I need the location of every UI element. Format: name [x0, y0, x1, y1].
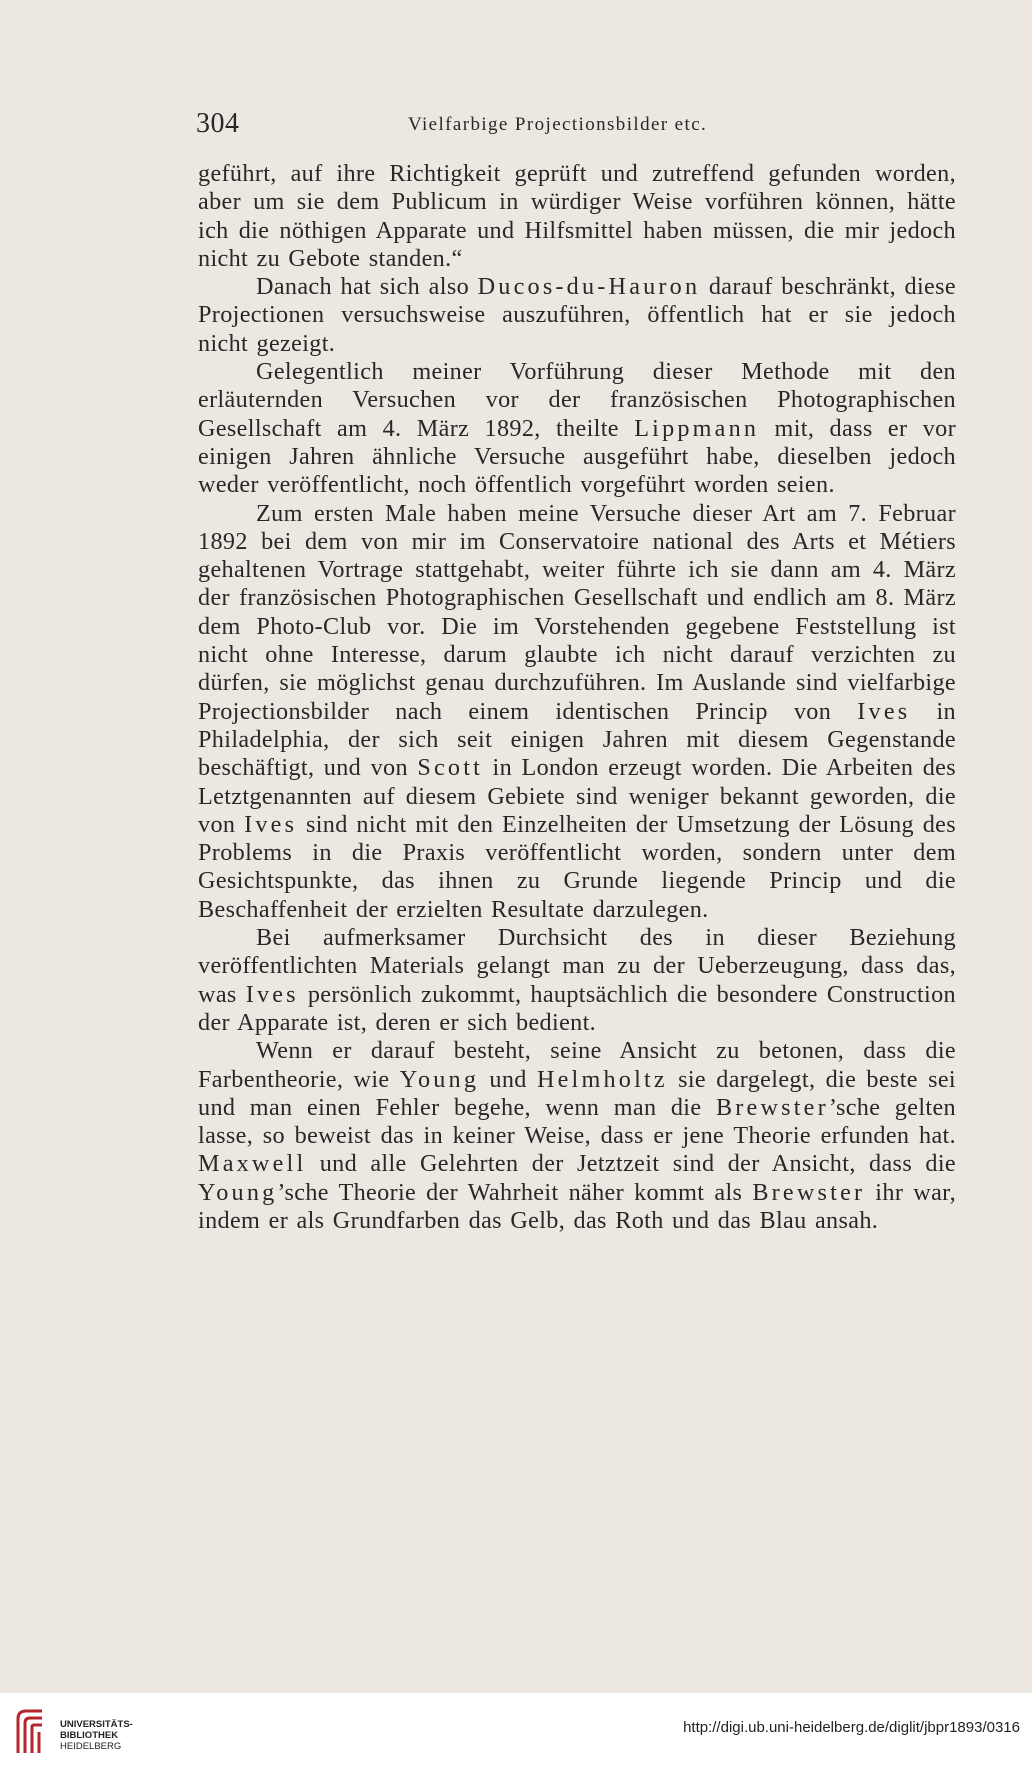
person-name: Brewster: [752, 1178, 866, 1206]
library-logo-text: [60, 1719, 133, 1752]
paragraph-text: sind nicht mit den Einzelheiten der Umsetzung der Lösung des Problems in die Praxis veröffentlicht worden, sondern unter dem Gesichtspunkte, das ihnen zu Grunde liegende Princip und die Beschaffenheit der erzielten Resultate darzulegen.: [198, 810, 957, 923]
person-name: Maxwell: [198, 1150, 307, 1178]
paragraph-text: darauf beschränkt, diese Projectionen versuchsweise auszuführen, öffentlich hat er sie jedoch nicht gezeigt.: [198, 273, 956, 357]
paragraph-text: Danach hat sich also: [256, 273, 478, 301]
library-logo-icon: [12, 1707, 52, 1757]
logo-line-3: HEIDELBERG: [60, 1741, 122, 1752]
person-name: Ducos-du-Hauron: [477, 273, 701, 301]
paragraph-text: Bei aufmerksamer Durchsicht des in dieser Beziehung veröffentlichten Materials gelangt man zu der Ueberzeugung, dass das, was: [198, 924, 956, 1008]
person-name: Ives: [244, 810, 298, 838]
paragraph-text: ’sche Theorie der Wahrheit näher kommt als: [277, 1178, 753, 1206]
paragraph-4: [198, 500, 956, 924]
paragraph-text: und: [479, 1065, 537, 1093]
paragraph-text: geführt, auf ihre Richtigkeit geprüft und zutreffend gefunden worden, aber um sie dem Publicum in würdiger Weise vorführen können, hätte ich die nöthigen Apparate und Hilfsmittel haben müssen, die mir jedoch nicht zu Gebote standen.“: [198, 160, 956, 272]
paragraph-text: Zum ersten Male haben meine Versuche dieser Art am 7. Februar 1892 bei dem von mir im Conservatoire national des Arts et Métiers gehaltenen Vortrage stattgehabt, weiter führte ich sie dann am 4. März der französischen Photographischen Gesellschaft und endlich am 8. März dem Photo-Club vor. Die im Vorstehenden gegebene Feststellung ist nicht ohne Interesse, darum glaubte ich nicht darauf verzichten zu dürfen, sie möglichst genau durchzuführen. Im Auslande sind vielfarbige Projectionsbilder nach einem identischen Princip von: [198, 499, 956, 725]
paragraph-text: und alle Gelehrten der Jetztzeit sind der Ansicht, dass die: [306, 1150, 956, 1178]
footer-bar: [0, 1693, 1032, 1768]
person-name: Young: [399, 1065, 480, 1093]
logo-line-1: UNIVERSITÄTS-: [60, 1719, 133, 1730]
person-name: Young: [198, 1178, 278, 1206]
paragraph-text: ihr war, indem er als Grundfarben das Gelb, das Roth und das Blau ansah.: [198, 1178, 956, 1234]
paragraph-text: sie dargelegt, die beste sei und man einen Fehler begehe, wenn man die: [198, 1065, 957, 1121]
paragraph-2: [198, 273, 956, 358]
logo-line-2: BIBLIOTHEK: [60, 1730, 119, 1741]
paragraph-5: [198, 924, 956, 1037]
person-name: Ives: [245, 980, 299, 1008]
paragraph-text: in London erzeugt worden. Die Arbeiten des Letztgenannten auf diesem Gebiete sind weniger bekannt geworden, die von: [198, 754, 957, 838]
person-name: Lippmann: [634, 414, 760, 442]
paragraph-text: persönlich zukommt, hauptsächlich die besondere Construction der Apparate ist, deren er sich bedient.: [198, 980, 956, 1036]
paragraph-text: Wenn er darauf besteht, seine Ansicht zu betonen, dass die Farbentheorie, wie: [198, 1037, 956, 1093]
paragraph-text: ’sche gelten lasse, so beweist das in keiner Weise, dass er jene Theorie erfunden hat.: [198, 1093, 956, 1150]
paragraph-6: [198, 1037, 956, 1235]
running-head-title: Vielfarbige Projectionsbilder etc.: [408, 114, 708, 135]
paragraph-3: [198, 358, 956, 499]
person-name: Helmholtz: [536, 1065, 668, 1093]
permalink-url[interactable]: http://digi.ub.uni-heidelberg.de/diglit/jbpr1893/0316: [683, 1719, 1020, 1736]
paragraph-text: Gelegentlich meiner Vorführung dieser Methode mit den erläuternden Versuchen vor der französischen Photographischen Gesellschaft am 4. März 1892, theilte: [198, 358, 956, 442]
library-logo[interactable]: [12, 1707, 132, 1759]
paragraph-text: in Philadelphia, der sich seit einigen Jahren mit diesem Gegenstande beschäftigt, und von: [198, 697, 956, 782]
person-name: Brewster: [715, 1093, 829, 1121]
paragraph-text: mit, dass er vor einigen Jahren ähnliche Versuche ausgeführt habe, dieselben jedoch weder veröffentlicht, noch öffentlich vorgeführt worden seien.: [198, 414, 956, 499]
person-name: Scott: [417, 754, 484, 782]
page-number: 304: [196, 108, 240, 139]
person-name: Ives: [857, 697, 911, 725]
body-text: [198, 160, 956, 1235]
paragraph-1: [198, 160, 956, 273]
running-head: [196, 108, 956, 138]
